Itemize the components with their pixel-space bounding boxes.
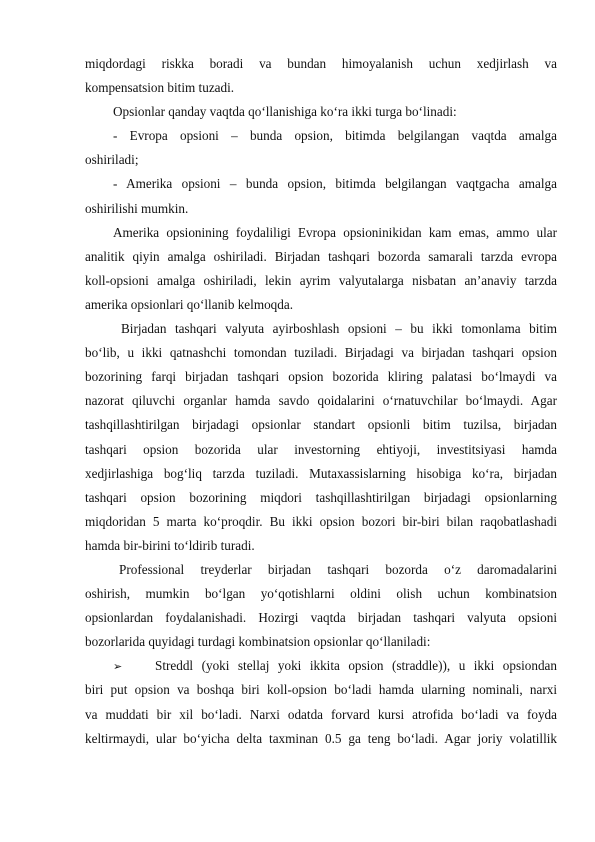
- document-body: [85, 52, 557, 751]
- question-line: Opsionlar qanday vaqtda qo‘llanishiga ko‘ra ikki turga bo‘linadi:: [113, 104, 457, 120]
- text-line: biri put opsion va boshqa biri koll-opsion bo‘ladi hamda ularning nominali, narxi: [85, 682, 557, 698]
- text-line: miqdoridan 5 marta ko‘proqdir. Bu ikki opsion bozori bir-biri bilan raqobatlashadi: [85, 513, 557, 529]
- text-line: amerika opsionlari qo‘llanib kelmoqda.: [85, 296, 294, 312]
- text-line: bozorining farqi birjadan tashqari opsion bozorida kliring palatasi bo‘lmaydi va: [85, 369, 557, 385]
- text-line: oshirish, mumkin bo‘lgan yo‘qotishlarni oldini olish uchun kombinatsion: [85, 586, 557, 602]
- text-line: oshiriladi;: [85, 152, 139, 168]
- text-line: miqdordagi riskka boradi va bundan himoyalanish uchun xedjirlash va: [85, 56, 557, 71]
- text-line: keltirmaydi, ular bo‘yicha delta taxminan 0.5 ga teng bo‘ladi. Agar joriy volatillik: [85, 730, 557, 746]
- america-option-line: - Amerika opsioni – bunda opsion, bitimda belgilangan vaqtgacha amalga: [113, 176, 557, 192]
- text-line: tashqillashtirilgan birjadagi opsionlar standart opsionli bitim tuzilsa, birjadan: [85, 417, 557, 433]
- text-line: kompensatsion bitim tuzadi.: [85, 80, 235, 96]
- text-line: Birjadan tashqari valyuta ayirboshlash opsioni – bu ikki tomonlama bitim: [121, 321, 557, 337]
- text-line: va muddati bir xil bo‘ladi. Narxi odatda forvard kursi atrofida bo‘ladi va foyda: [85, 706, 557, 722]
- text-line: Professional treyderlar birjadan tashqari bozorda o‘z daromadalarini: [119, 561, 557, 577]
- text-line: tashqari opsion bozorida ular investorning ehtiyoji, investitsiyasi hamda: [85, 441, 557, 457]
- arrow-bullet-icon: ➢: [113, 660, 123, 674]
- europe-option-line: - Evropa opsioni – bunda opsion, bitimda belgilangan vaqtda amalga: [113, 128, 557, 144]
- text-line: Streddl (yoki stellaj yoki ikkita opsion (straddle)), u ikki opsiondan: [155, 658, 557, 674]
- text-line: oshirilishi mumkin.: [85, 200, 189, 216]
- bullet-item-straddle: [85, 654, 557, 678]
- text-line: Amerika opsionining foydaliligi Evropa opsioninikidan kam emas, ammo ular: [113, 224, 557, 240]
- text-line: nazorat qiluvchi organlar hamda savdo qoidalarini o‘rnatuvchilar bo‘lmaydi. Agar: [85, 393, 557, 409]
- text-line: xedjirlashiga bog‘liq tarzda tuziladi. Mutaxassislarning hisobiga ko‘ra, birjadan: [85, 465, 557, 481]
- text-line: opsionlardan foydalanishadi. Hozirgi vaqtda birjadan tashqari valyuta opsioni: [85, 610, 557, 626]
- text-line: bo‘lib, u ikki qatnashchi tomondan tuziladi. Birjadagi va birjadan tashqari opsion: [85, 345, 557, 361]
- text-line: hamda bir-birini to‘ldirib turadi.: [85, 537, 255, 553]
- text-line: koll-opsioni amalga oshiriladi, lekin ayrim valyutalarga nisbatan an’anaviy tarzda: [85, 272, 557, 288]
- text-line: analitik qiyin amalga oshiriladi. Birjadan tashqari bozorda samarali tarzda evropa: [85, 248, 557, 264]
- text-line: bozorlarida quyidagi turdagi kombinatsion opsionlar qo‘llaniladi:: [85, 634, 431, 650]
- text-line: tashqari opsion bozorining miqdori tashqillashtirilgan birjadagi opsionlarning: [85, 489, 557, 505]
